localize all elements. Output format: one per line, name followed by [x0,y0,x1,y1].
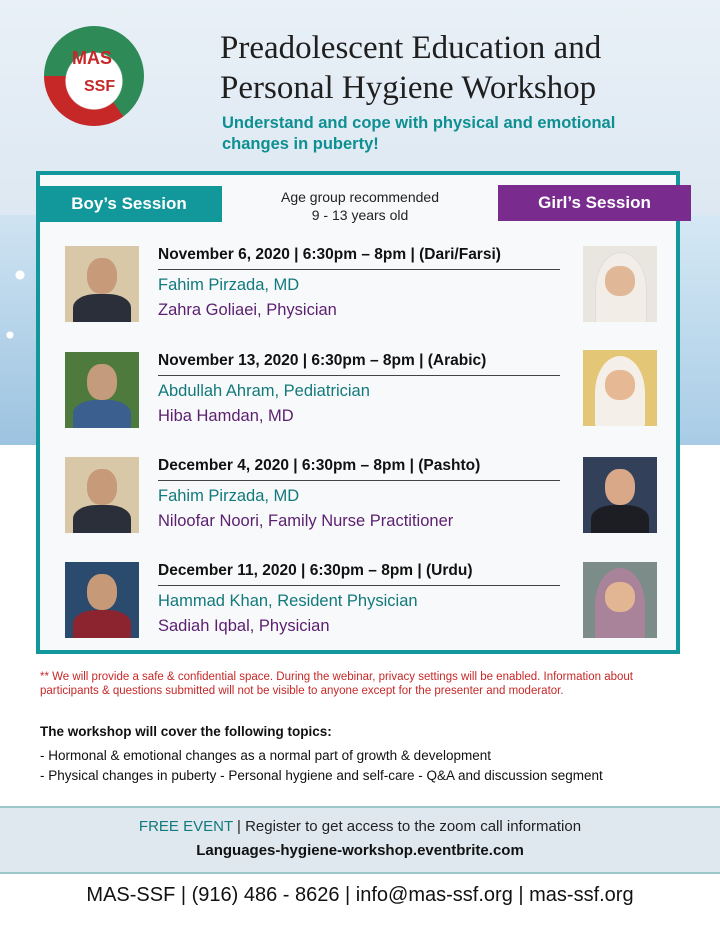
presenter-photo-fahim-pirzada-2 [65,457,139,533]
subtitle-line-2: changes in puberty! [222,135,379,153]
title-line-1: Preadolescent Education and [220,30,602,66]
registration-text [0,818,720,835]
girls-presenter: Niloofar Noori, Family Nurse Practitioner [158,512,454,530]
registration-instruction: | Register to get access to the zoom call information [232,818,582,835]
girls-presenter: Hiba Hamdan, MD [158,407,294,425]
page-title [220,28,690,108]
privacy-note: ** We will provide a safe & confidential space. During the webinar, privacy settings will be enabled. Information about participants & questions submitted will not be visible to anyone except for the presenter and moderator. [40,671,634,697]
session-date: December 4, 2020 | 6:30pm – 8pm | (Pashto) [158,457,560,481]
session-date: December 11, 2020 | 6:30pm – 8pm | (Urdu) [158,562,560,586]
presenter-photo-hiba-hamdan [583,350,657,426]
subtitle-line-1: Understand and cope with physical and emotional [222,114,616,132]
presenter-photo-zahra-goliaei [583,246,657,322]
boys-presenter: Fahim Pirzada, MD [158,487,300,505]
session-date: November 6, 2020 | 6:30pm – 8pm | (Dari/Farsi) [158,246,560,270]
age-group-note [248,188,472,224]
free-event-label: FREE EVENT [138,818,233,835]
session-date: November 13, 2020 | 6:30pm – 8pm | (Arabic) [158,352,560,376]
water-decoration-right [680,215,720,445]
boys-presenter: Abdullah Ahram, Pediatrician [158,382,370,400]
topic-item: - Hormonal & emotional changes as a normal part of growth & development [40,748,491,763]
age-group-label: Age group recommended [281,189,439,205]
mas-ssf-logo [44,26,144,126]
title-line-2: Personal Hygiene Workshop [220,70,597,106]
session-2 [158,352,560,426]
boys-session-tab: Boy’s Session [36,186,222,222]
topics-heading: The workshop will cover the following topics: [40,724,332,739]
girls-presenter: Sadiah Iqbal, Physician [158,617,330,635]
boys-presenter: Fahim Pirzada, MD [158,276,300,294]
presenter-photo-hammad-khan [65,562,139,638]
session-3 [158,457,560,531]
presenter-photo-abdullah-ahram [65,352,139,428]
girls-session-tab: Girl’s Session [498,185,691,221]
logo-text-ssf: SSF [84,78,116,95]
presenter-photo-sadiah-iqbal [583,562,657,638]
topic-item: - Physical changes in puberty - Personal hygiene and self-care - Q&A and discussion segment [40,768,603,783]
session-1 [158,246,560,320]
session-4 [158,562,560,636]
presenter-photo-niloofar-noori [583,457,657,533]
contact-footer: MAS-SSF | (916) 486 - 8626 | info@mas-ssf.org | mas-ssf.org [86,884,634,906]
age-group-range: 9 - 13 years old [311,207,409,223]
registration-link[interactable]: Languages-hygiene-workshop.eventbrite.com [196,842,524,859]
girls-presenter: Zahra Goliaei, Physician [158,301,337,319]
page-subtitle [222,113,692,155]
registration-band [0,806,720,874]
boys-presenter: Hammad Khan, Resident Physician [158,592,418,610]
presenter-photo-fahim-pirzada [65,246,139,322]
water-decoration-left [0,215,40,445]
logo-text-mas: MAS [72,48,112,68]
